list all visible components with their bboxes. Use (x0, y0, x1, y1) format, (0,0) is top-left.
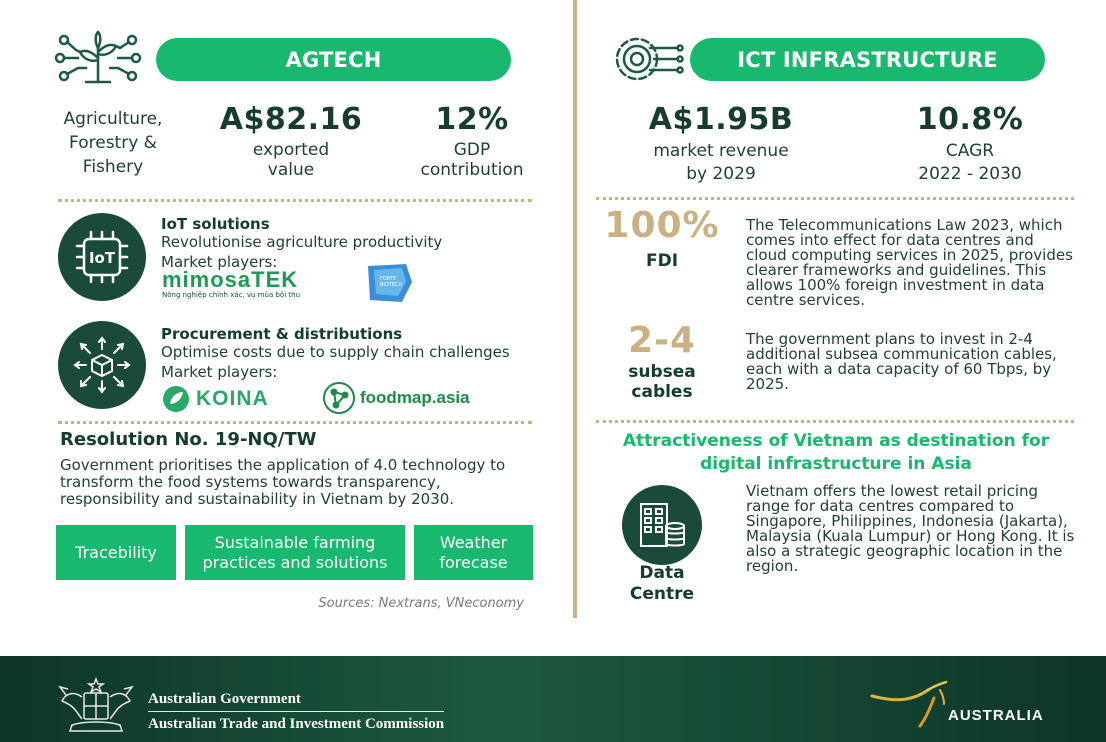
divider (596, 197, 1074, 200)
mimosatek-logo (162, 269, 342, 305)
koina-leaf-icon (162, 385, 190, 413)
cables-label: subsea cables (628, 362, 696, 402)
koina-logo-text: KOINA (196, 387, 269, 410)
procurement-players-label: Market players: (161, 363, 278, 381)
mimosatek-tagline: Nông nghiệp chính xác, vụ mùa bội thu (162, 291, 301, 299)
australia-brand-text: AUSTRALIA (948, 707, 1044, 724)
market-revenue-value: A$1.95B (648, 102, 794, 137)
agtech-icon (50, 28, 146, 86)
data-centre-label: Data Centre (629, 563, 695, 604)
ict-gear-icon (604, 26, 686, 92)
fdi-text: The Telecommunications Law 2023, which comes into effect for data centres and cloud computing services in 2025, provides clearer frameworks and guidelines. This allows 100% foreign investment in data centre services. (746, 216, 1073, 309)
gov-line-1: Australian Government (148, 691, 444, 712)
coat-of-arms-icon (52, 675, 140, 735)
divider (58, 421, 532, 424)
column-divider (573, 0, 577, 618)
koina-logo (162, 385, 282, 413)
foodmap-logo (322, 381, 482, 415)
exported-value-label: exported value (252, 140, 330, 180)
iot-title: IoT solutions (161, 215, 270, 233)
gdp-value: 12% (435, 102, 509, 137)
cagr-label: CAGR 2022 - 2030 (918, 141, 1022, 184)
gdp-label: GDP contribution (420, 140, 524, 180)
cables-text: The government plans to invest in 2-4 additional subsea communication cables, each with a data capacity of 60 Tbps, by 2025. (746, 330, 1057, 393)
cables-value: 2-4 (627, 320, 697, 361)
sector-label: Agriculture, Forestry & Fishery (63, 109, 163, 177)
iot-players-label: Market players: (161, 253, 278, 271)
forte-biotech-logo (362, 262, 416, 304)
foodmap-logo-text: foodmap.asia (360, 388, 470, 407)
resolution-title: Resolution No. 19-NQ/TW (60, 429, 317, 450)
procurement-desc: Optimise costs due to supply chain challenges (161, 343, 510, 361)
sources-note: Sources: Nextrans, VNeconomy (318, 596, 524, 611)
tag-weather-forecast: Weather forecase (414, 525, 533, 580)
svg-text:IoT: IoT (88, 249, 116, 267)
iot-desc: Revolutionise agriculture productivity (161, 233, 443, 251)
fdi-value: 100% (604, 205, 720, 246)
divider (58, 199, 532, 202)
distribution-icon (58, 321, 146, 409)
procurement-title: Procurement & distributions (161, 325, 403, 343)
market-revenue-label: market revenue by 2029 (653, 141, 789, 184)
mimosatek-logo-text: mimosaTEK (162, 267, 299, 292)
iot-chip-icon (58, 213, 146, 301)
ict-title: ICT INFRASTRUCTURE (690, 38, 1045, 81)
forte-biotech-text: FORTE BIOTECH (380, 276, 403, 288)
data-centre-text: Vietnam offers the lowest retail pricing range for data centres compared to Singapore, Philippines, Indonesia (Jakarta), Malaysia (Kuala Lumpur) or Hong Kong. It is also a strategic geographic location in the region. (746, 482, 1075, 575)
divider (596, 420, 1074, 423)
foodmap-network-icon (322, 381, 356, 415)
tag-traceability: Tracebility (56, 525, 176, 580)
kangaroo-swoosh-icon (868, 680, 958, 730)
data-centre-icon (622, 485, 702, 565)
attractiveness-title: Attractiveness of Vietnam as destination for digital infrastructure in Asia (622, 431, 1050, 474)
gov-line-2: Australian Trade and Investment Commission (148, 716, 445, 732)
agtech-title: AGTECH (156, 38, 511, 81)
cagr-value: 10.8% (916, 102, 1024, 137)
tag-sustainable-farming: Sustainable farming practices and solutions (185, 525, 405, 580)
australia-brand-logo (868, 680, 1068, 730)
fdi-label: FDI (645, 251, 679, 271)
exported-value: A$82.16 (219, 102, 363, 137)
resolution-text: Government prioritises the application of 4.0 technology to transform the food systems towards transparency, responsibility and sustainability in Vietnam by 2030. (60, 456, 506, 508)
